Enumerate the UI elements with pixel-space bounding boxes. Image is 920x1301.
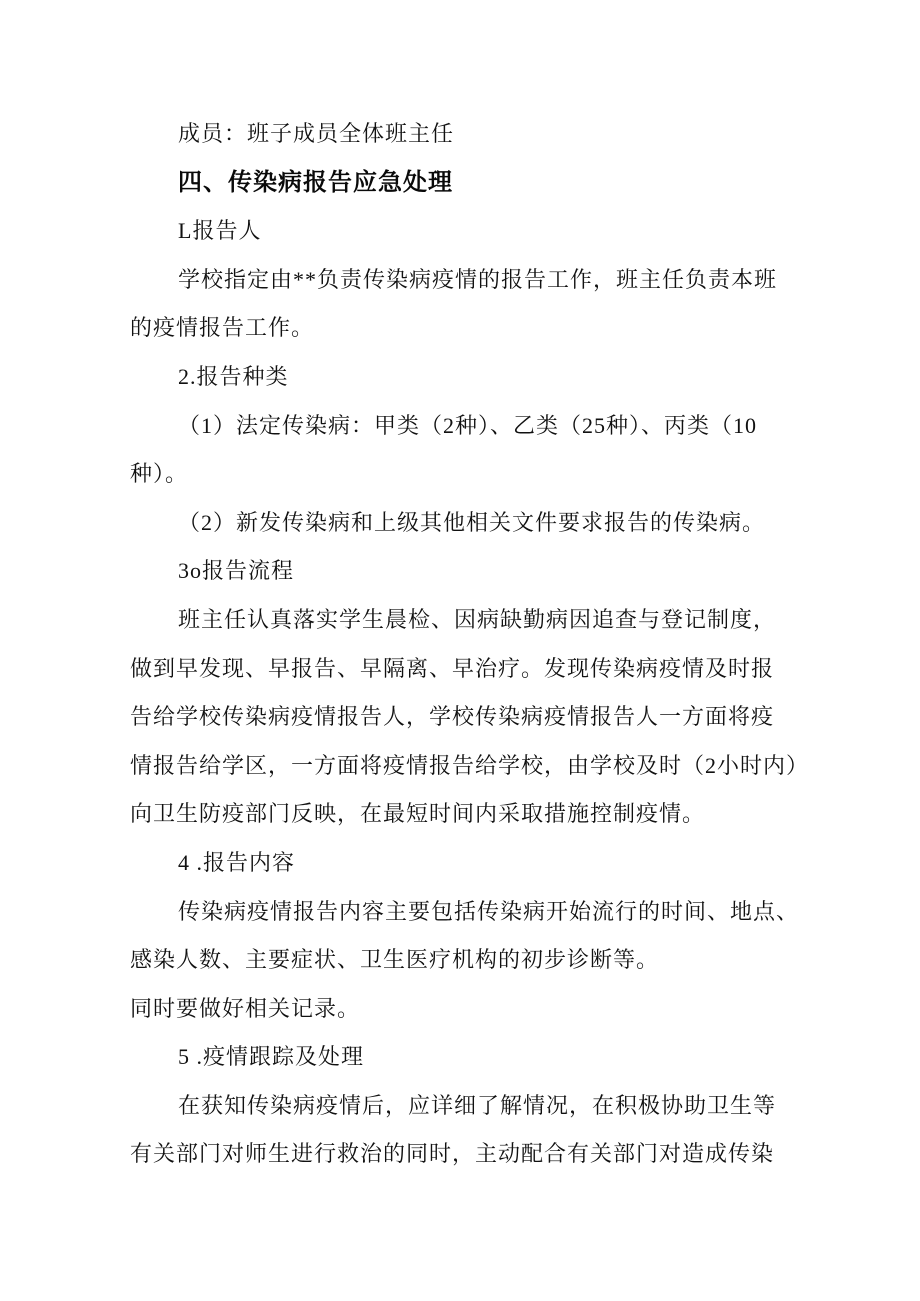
item-2-report-types: 2.报告种类 [178, 363, 289, 389]
item-4-report-content: 4 .报告内容 [178, 849, 296, 875]
text-line: 班主任认真落实学生晨检、因病缺勤病因追查与登记制度， [178, 606, 777, 632]
text-line: （1）法定传染病：甲类（2种）、乙类（25种）、丙类（10 [178, 412, 758, 438]
text-line: 学校指定由**负责传染病疫情的报告工作，班主任负责本班 [178, 266, 778, 292]
text-line: 同时要做好相关记录。 [130, 995, 361, 1021]
text-line: 做到早发现、早报告、早隔离、早治疗。发现传染病疫情及时报 [130, 655, 775, 681]
text-line: 有关部门对师生进行救治的同时，主动配合有关部门对造成传染 [130, 1141, 775, 1167]
item-3-report-process: 3o报告流程 [178, 558, 295, 584]
item-1-reporter: L报告人 [178, 218, 262, 244]
text-line: 的疫情报告工作。 [130, 315, 315, 341]
text-line: 情报告给学区，一方面将疫情报告给学校，由学校及时（2小时内） [130, 752, 810, 778]
text-line: 向卫生防疫部门反映，在最短时间内采取措施控制疫情。 [130, 801, 706, 827]
text-line: 感染人数、主要症状、卫生医疗机构的初步诊断等。 [130, 947, 660, 973]
text-line: 在获知传染病疫情后，应详细了解情况，在积极协助卫生等 [178, 1092, 777, 1118]
text-line: 传染病疫情报告内容主要包括传染病开始流行的时间、地点、 [178, 898, 800, 924]
text-line: 种）。 [130, 461, 189, 487]
section-heading: 四、传染病报告应急处理 [178, 168, 453, 196]
text-line-members: 成员：班子成员全体班主任 [178, 121, 455, 146]
text-line: （2）新发传染病和上级其他相关文件要求报告的传染病。 [178, 509, 766, 535]
item-5-epidemic-tracking: 5 .疫情跟踪及处理 [178, 1044, 365, 1070]
text-line: 告给学校传染病疫情报告人，学校传染病疫情报告人一方面将疫 [130, 704, 775, 730]
